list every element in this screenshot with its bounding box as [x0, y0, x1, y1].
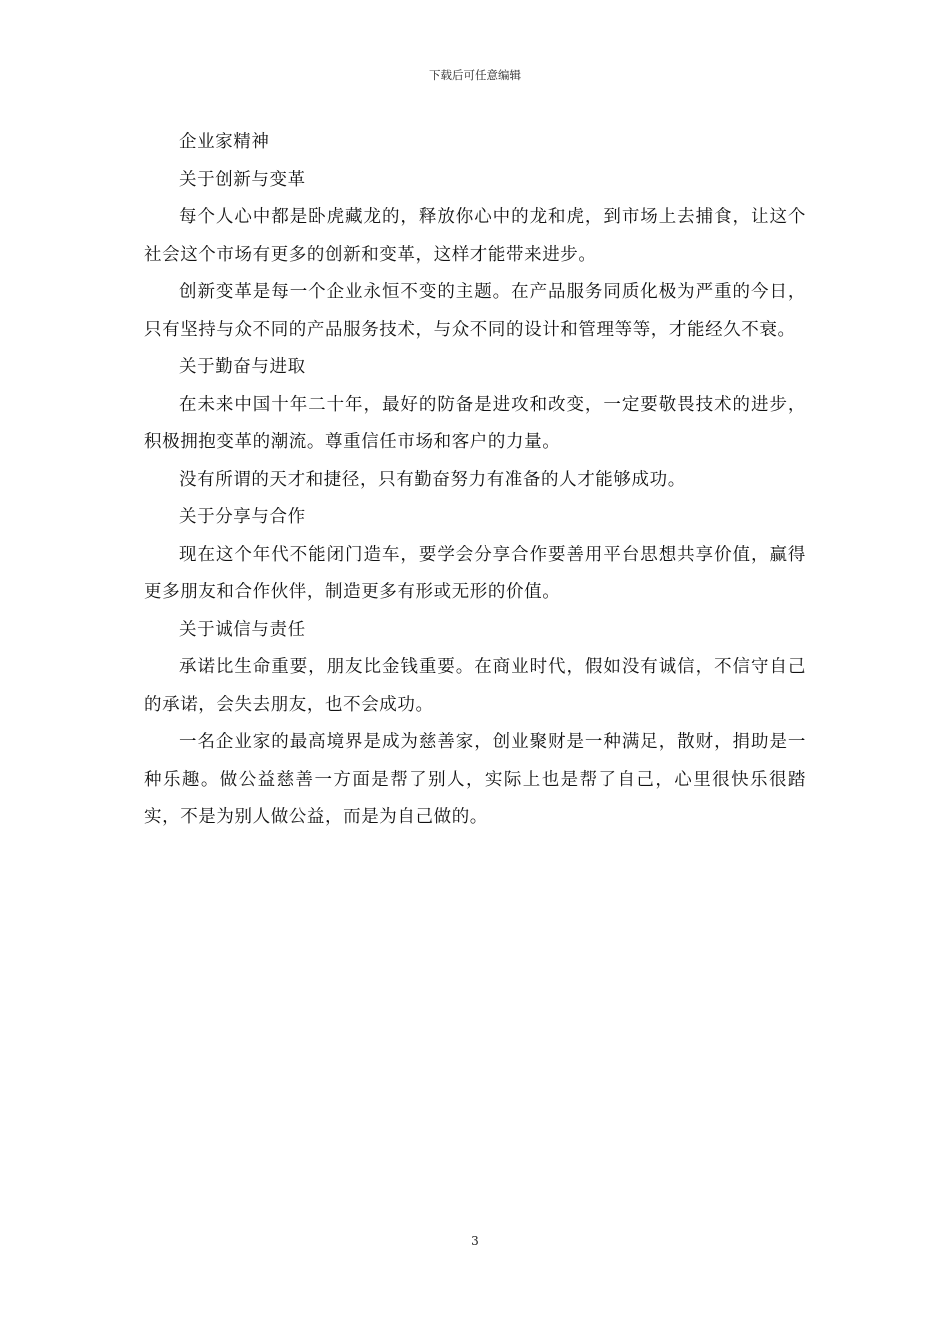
section-heading-diligence: 关于勤奋与进取 — [179, 357, 306, 377]
paragraph-integrity-2: 一名企业家的最高境界是成为慈善家，创业聚财是一种满足，散财，捐助是一种乐趣。做公益慈善一方面是帮了别人，实际上也是帮了自己，心里很快乐很踏实，不是为别人做公益，而是为自己做的。 — [144, 732, 806, 827]
document-body — [144, 124, 806, 837]
paragraph-sharing-1: 现在这个年代不能闭门造车，要学会分享合作要善用平台思想共享价值，赢得更多朋友和合作伙伴，制造更多有形或无形的价值。 — [144, 544, 806, 602]
page-header: 下载后可任意编辑 — [429, 68, 521, 82]
paragraph-innovation-1: 每个人心中都是卧虎藏龙的，释放你心中的龙和虎，到市场上去捕食，让这个社会这个市场有更多的创新和变革，这样才能带来进步。 — [144, 207, 806, 265]
paragraph-integrity-1: 承诺比生命重要，朋友比金钱重要。在商业时代，假如没有诚信，不信守自己的承诺，会失去朋友，也不会成功。 — [144, 657, 806, 715]
document-title: 企业家精神 — [179, 132, 270, 152]
section-heading-sharing: 关于分享与合作 — [179, 507, 306, 527]
section-heading-innovation: 关于创新与变革 — [179, 169, 306, 190]
section-heading-integrity: 关于诚信与责任 — [179, 619, 306, 640]
paragraph-innovation-2: 创新变革是每一个企业永恒不变的主题。在产品服务同质化极为严重的今日，只有坚持与众不同的产品服务技术，与众不同的设计和管理等等，才能经久不衰。 — [144, 282, 806, 340]
paragraph-diligence-2: 没有所谓的天才和捷径，只有勤奋努力有准备的人才能够成功。 — [179, 469, 686, 490]
paragraph-diligence-1: 在未来中国十年二十年，最好的防备是进攻和改变，一定要敬畏技术的进步，积极拥抱变革的潮流。尊重信任市场和客户的力量。 — [144, 394, 806, 452]
page-number: 3 — [471, 1234, 479, 1248]
